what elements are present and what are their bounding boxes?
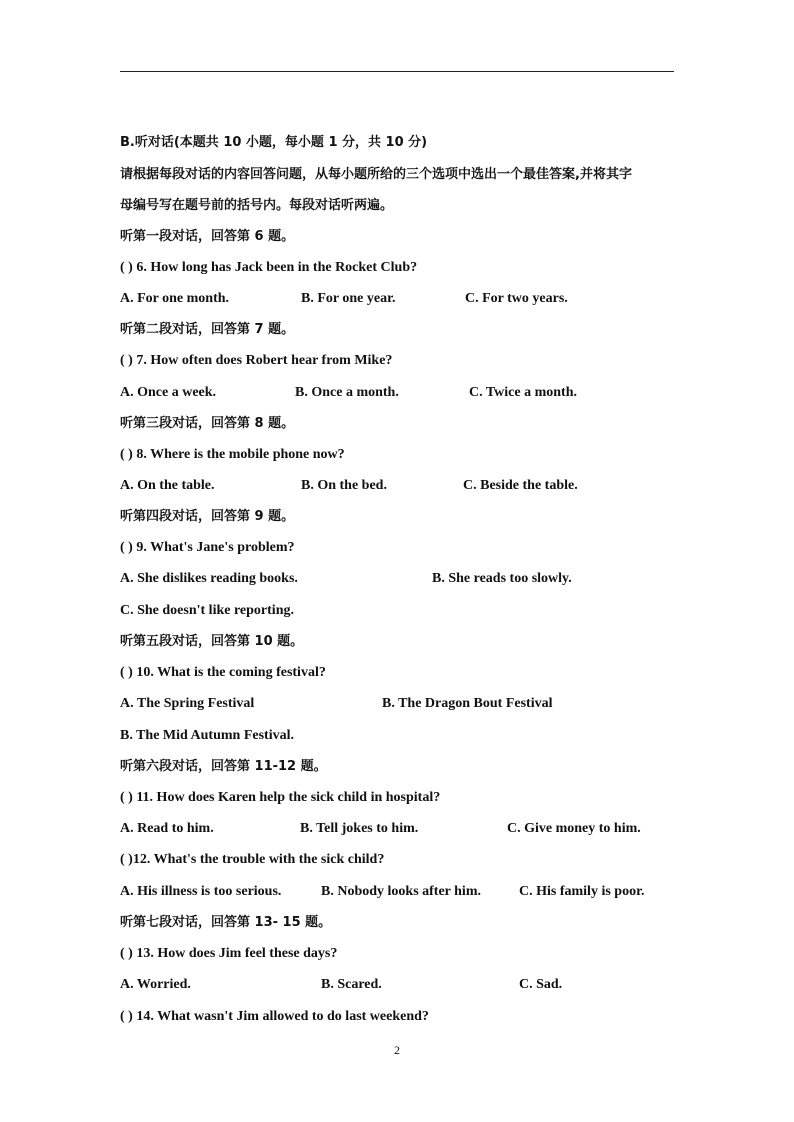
question-6-option-a: A. For one month. bbox=[120, 291, 230, 306]
question-8-stem: ( ) 8. Where is the mobile phone now? bbox=[120, 447, 345, 462]
question-11-option-c: C. Give money to him. bbox=[507, 821, 641, 836]
instruction-line-1: 请根据每段对话的内容回答问题，从每小题所给的三个选项中选出一个最佳答案,并将其字 bbox=[120, 167, 632, 182]
question-6-option-c: C. For two years. bbox=[465, 291, 568, 306]
question-10-option-c: B. The Mid Autumn Festival. bbox=[120, 728, 294, 743]
question-6-option-b: B. For one year. bbox=[301, 291, 396, 306]
question-10-option-b: B. The Dragon Bout Festival bbox=[382, 696, 553, 711]
section-title: B.听对话(本题共 10 小题，每小题 1 分，共 10 分) bbox=[120, 135, 428, 150]
page-number: 2 bbox=[394, 1043, 400, 1057]
question-7-stem: ( ) 7. How often does Robert hear from Mike? bbox=[120, 353, 393, 368]
dialogue-4-header: 听第四段对话，回答第 9 题。 bbox=[120, 509, 295, 524]
question-14-stem: ( ) 14. What wasn't Jim allowed to do last weekend? bbox=[120, 1009, 429, 1024]
question-9-stem: ( ) 9. What's Jane's problem? bbox=[120, 540, 295, 555]
question-10-option-a: A. The Spring Festival bbox=[120, 696, 255, 711]
question-9-option-c: C. She doesn't like reporting. bbox=[120, 603, 294, 618]
question-13-option-b: B. Scared. bbox=[321, 977, 382, 992]
question-11-option-b: B. Tell jokes to him. bbox=[300, 821, 419, 836]
question-8-option-b: B. On the bed. bbox=[301, 478, 387, 493]
question-9-option-a: A. She dislikes reading books. bbox=[120, 571, 298, 586]
question-10-stem: ( ) 10. What is the coming festival? bbox=[120, 665, 326, 680]
question-7-option-a: A. Once a week. bbox=[120, 385, 217, 400]
question-11-option-a: A. Read to him. bbox=[120, 821, 214, 836]
question-12-option-b: B. Nobody looks after him. bbox=[321, 884, 481, 899]
question-8-option-a: A. On the table. bbox=[120, 478, 215, 493]
dialogue-7-header: 听第七段对话，回答第 13- 15 题。 bbox=[120, 915, 332, 930]
instruction-line-2: 母编号写在题号前的括号内。每段对话听两遍。 bbox=[120, 198, 394, 213]
question-8-option-c: C. Beside the table. bbox=[463, 478, 578, 493]
question-13-stem: ( ) 13. How does Jim feel these days? bbox=[120, 946, 338, 961]
question-12-stem: ( )12. What's the trouble with the sick child? bbox=[120, 852, 385, 867]
question-7-option-b: B. Once a month. bbox=[295, 385, 399, 400]
dialogue-1-header: 听第一段对话，回答第 6 题。 bbox=[120, 229, 295, 244]
question-9-option-b: B. She reads too slowly. bbox=[432, 571, 572, 586]
question-12-option-a: A. His illness is too serious. bbox=[120, 884, 282, 899]
question-6-stem: ( ) 6. How long has Jack been in the Rocket Club? bbox=[120, 260, 418, 275]
question-13-option-c: C. Sad. bbox=[519, 977, 563, 992]
dialogue-2-header: 听第二段对话，回答第 7 题。 bbox=[120, 322, 295, 337]
question-7-option-c: C. Twice a month. bbox=[469, 385, 577, 400]
question-11-stem: ( ) 11. How does Karen help the sick child in hospital? bbox=[120, 790, 441, 805]
question-13-option-a: A. Worried. bbox=[120, 977, 191, 992]
dialogue-5-header: 听第五段对话，回答第 10 题。 bbox=[120, 634, 304, 649]
question-12-option-c: C. His family is poor. bbox=[519, 884, 645, 899]
dialogue-6-header: 听第六段对话，回答第 11-12 题。 bbox=[120, 759, 327, 774]
header-rule bbox=[120, 71, 674, 72]
dialogue-3-header: 听第三段对话，回答第 8 题。 bbox=[120, 416, 295, 431]
